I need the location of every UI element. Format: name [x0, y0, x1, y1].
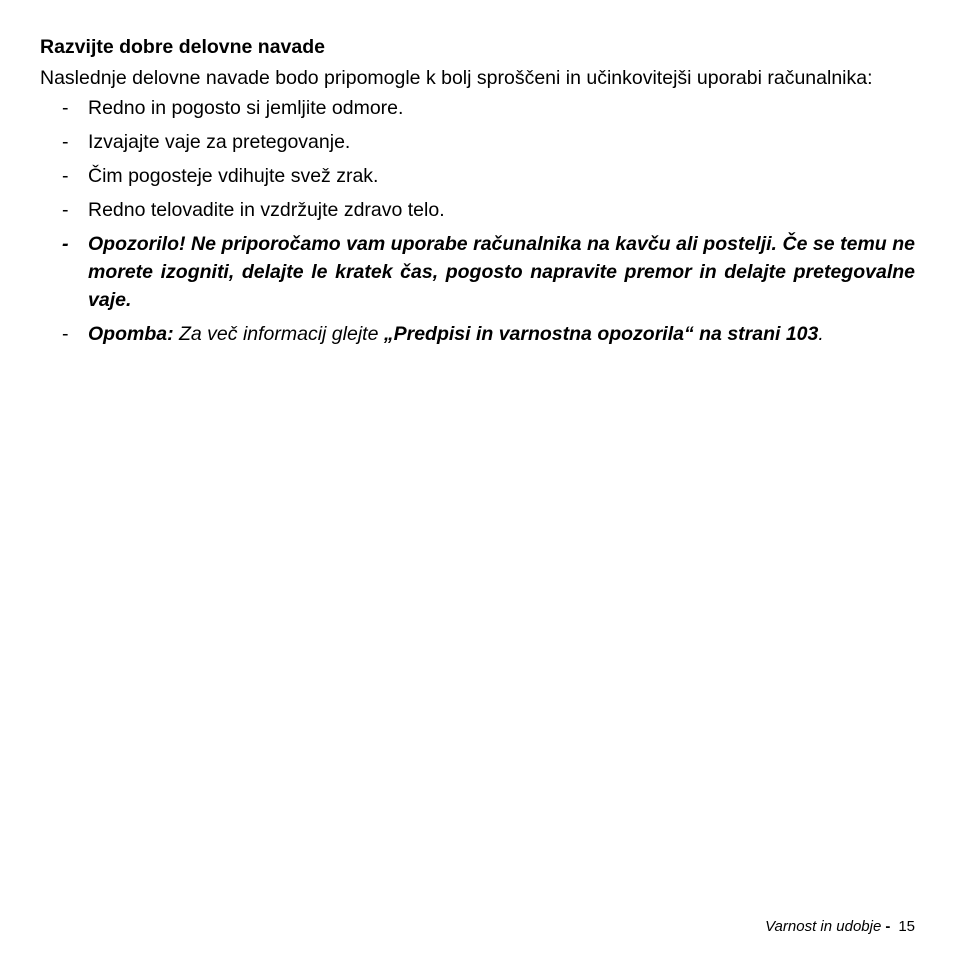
- warning-item: [40, 230, 915, 314]
- list-dash: -: [62, 131, 69, 153]
- page-footer: [765, 918, 915, 936]
- list-item-text: Čim pogosteje vdihujte svež zrak.: [88, 165, 379, 187]
- list-dash: -: [62, 165, 69, 187]
- note-label: Opomba:: [88, 323, 174, 345]
- footer-section-title: Varnost in udobje: [765, 918, 882, 935]
- warning-text: Opozorilo! Ne priporočamo vam uporabe računalnika na kavču ali postelji. Če se temu ne morete izogniti, delajte le kratek čas, pogosto napravite premor in delajte pretegovalne vaje.: [88, 233, 915, 311]
- list-dash: -: [62, 97, 69, 119]
- intro-paragraph: Naslednje delovne navade bodo pripomogle k bolj sproščeni in učinkovitejši uporabi računalnika:: [40, 67, 873, 89]
- footer-separator: -: [885, 918, 891, 935]
- list-item-text: Redno telovadite in vzdržujte zdravo telo.: [88, 199, 445, 221]
- note-item: [40, 320, 915, 348]
- list-item: [40, 196, 915, 224]
- page-number: 15: [898, 918, 915, 935]
- document-body: [40, 34, 915, 354]
- list-item-text: Izvajajte vaje za pretegovanje.: [88, 131, 351, 153]
- list-item-text: Redno in pogosto si jemljite odmore.: [88, 97, 404, 119]
- note-body: Za več informacij glejte: [173, 323, 384, 345]
- note-text: [88, 320, 915, 348]
- note-end: .: [818, 323, 824, 345]
- habits-list: [40, 94, 915, 348]
- list-item: [40, 128, 915, 156]
- list-dash: -: [62, 323, 69, 345]
- note-reference-link[interactable]: „Predpisi in varnostna opozorila“ na strani 103: [383, 323, 819, 345]
- list-dash: -: [62, 233, 69, 255]
- list-dash: -: [62, 199, 69, 221]
- section-heading: Razvijte dobre delovne navade: [40, 36, 326, 58]
- list-item: [40, 162, 915, 190]
- list-item: [40, 94, 915, 122]
